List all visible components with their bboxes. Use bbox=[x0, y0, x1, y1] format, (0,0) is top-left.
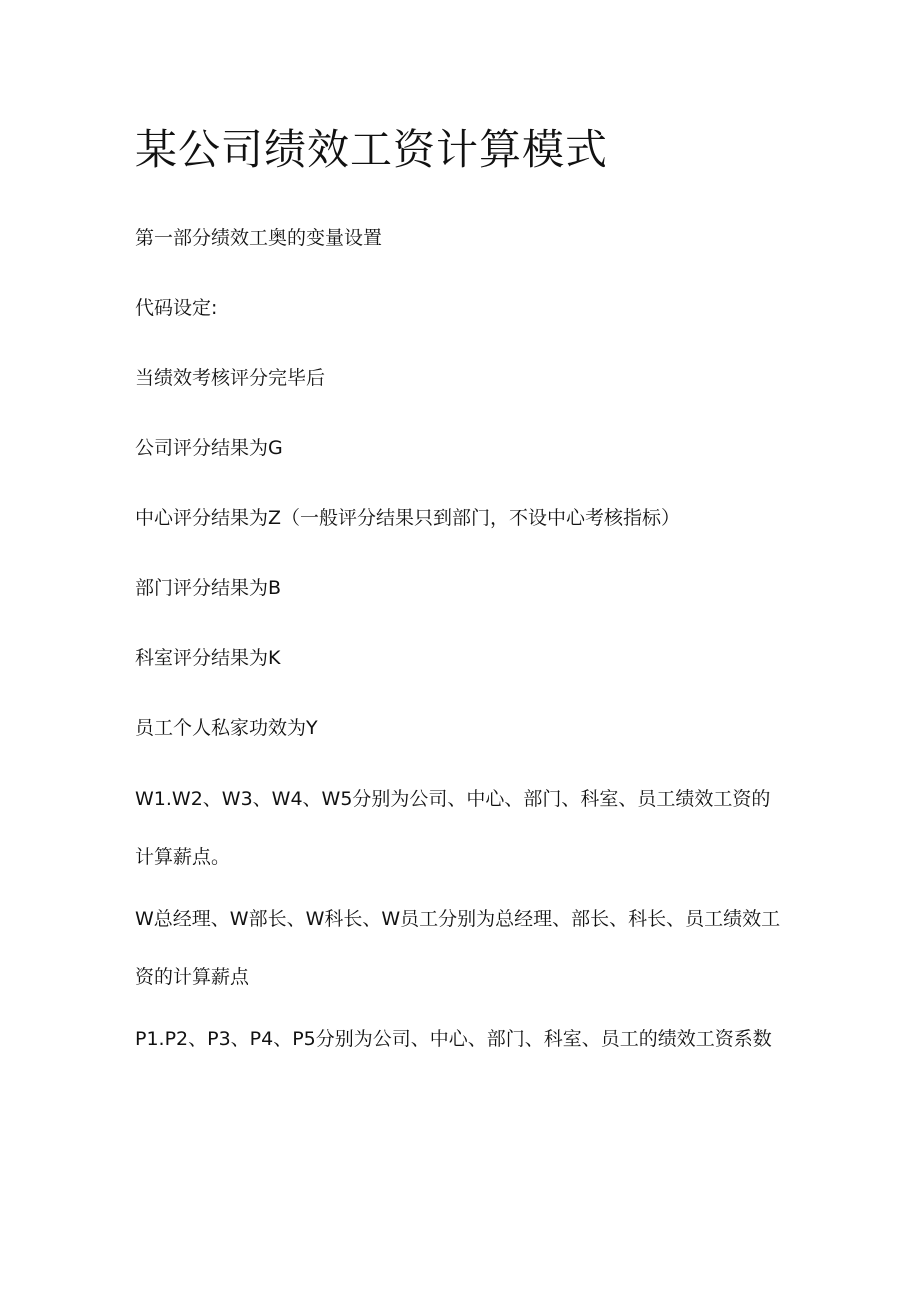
paragraph: 当绩效考核评分完毕后 bbox=[135, 367, 326, 389]
paragraph-long: P1.P2、P3、P4、P5分别为公司、中心、部门、科室、员工的绩效工资系数 bbox=[135, 1028, 772, 1050]
paragraph-long: W1.W2、W3、W4、W5分别为公司、中心、部门、科室、员工绩效工资的计算薪点。 bbox=[135, 788, 771, 868]
paragraph: 员工个人私家功效为Y bbox=[135, 717, 318, 739]
paragraph-long: W总经理、W部长、W科长、W员工分别为总经理、部长、科长、员工绩效工资的计算薪点 bbox=[135, 908, 781, 988]
paragraph: 代码设定: bbox=[135, 297, 218, 319]
paragraph: 部门评分结果为B bbox=[135, 577, 282, 599]
paragraph: 科室评分结果为K bbox=[135, 647, 281, 669]
paragraph: 公司评分结果为G bbox=[135, 437, 283, 459]
paragraph: 中心评分结果为Z（一般评分结果只到部门，不设中心考核指标） bbox=[135, 507, 681, 529]
section-heading: 第一部分绩效工奥的变量设置 bbox=[135, 227, 383, 249]
document-title: 某公司绩效工资计算模式 bbox=[135, 125, 609, 174]
